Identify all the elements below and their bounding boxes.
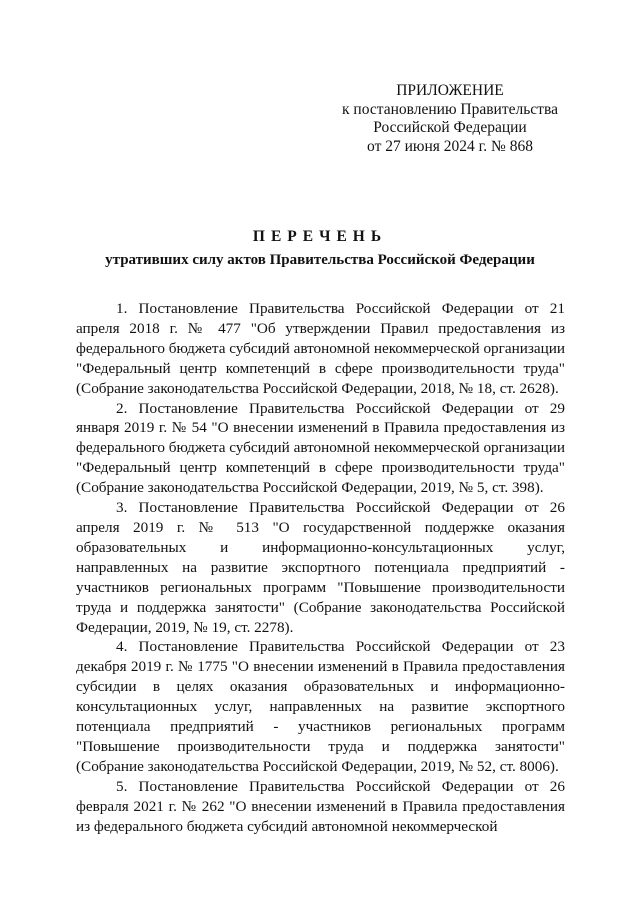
appendix-line: к постановлению Правительства <box>342 100 558 118</box>
appendix-date-number: от 27 июня 2024 г. № 868 <box>367 137 533 155</box>
list-item: 4. Постановление Правительства Российской Федерации от 23 декабря 2019 г. № 1775 "О внесении изменений в Правила предоставления субсидии в целях оказания образовательных и информационно-консультационных услуг, направленных на развитие экспортного потенциала предприятий - участников региональных программ "Повышение производительности труда и поддержка занятости" (Собрание законодательства Российской Федерации, 2019, № 52, ст. 8006). <box>76 638 565 775</box>
appendix-block <box>340 82 560 156</box>
appendix-line: Российской Федерации <box>373 119 527 136</box>
list-item: 1. Постановление Правительства Российской Федерации от 21 апреля 2018 г. № 477 "Об утверждении Правил предоставления из федерального бюджета субсидий автономной некоммерческой организации "Федеральный центр компетенций в сфере производительности труда" (Собрание законодательства Российской Федерации, 2018, № 18, ст. 2628). <box>76 300 565 397</box>
document-subtitle: утративших силу актов Правительства Российской Федерации <box>105 252 535 268</box>
list-item: 3. Постановление Правительства Российской Федерации от 26 апреля 2019 г. № 513 "О государственной поддержке оказания образовательных и информационно-консультационных услуг, направленных на развитие экспортного потенциала предприятий - участников региональных программ "Повышение производительности труда и поддержка занятости" (Собрание законодательства Российской Федерации, 2019, № 19, ст. 2278). <box>76 499 565 636</box>
document-title: ПЕРЕЧЕНЬ <box>252 228 388 245</box>
appendix-heading: ПРИЛОЖЕНИЕ <box>396 82 504 99</box>
document-body <box>76 299 565 836</box>
list-item: 2. Постановление Правительства Российской Федерации от 29 января 2019 г. № 54 "О внесении изменений в Правила предоставления из федерального бюджета субсидий автономной некоммерческой организации "Федеральный центр компетенций в сфере производительности труда" (Собрание законодательства Российской Федерации, 2019, № 5, ст. 398). <box>76 399 565 497</box>
list-item: 5. Постановление Правительства Российской Федерации от 26 февраля 2021 г. № 262 "О внесении изменений в Правила предоставления из федерального бюджета субсидий автономной некоммерческой <box>76 777 565 835</box>
